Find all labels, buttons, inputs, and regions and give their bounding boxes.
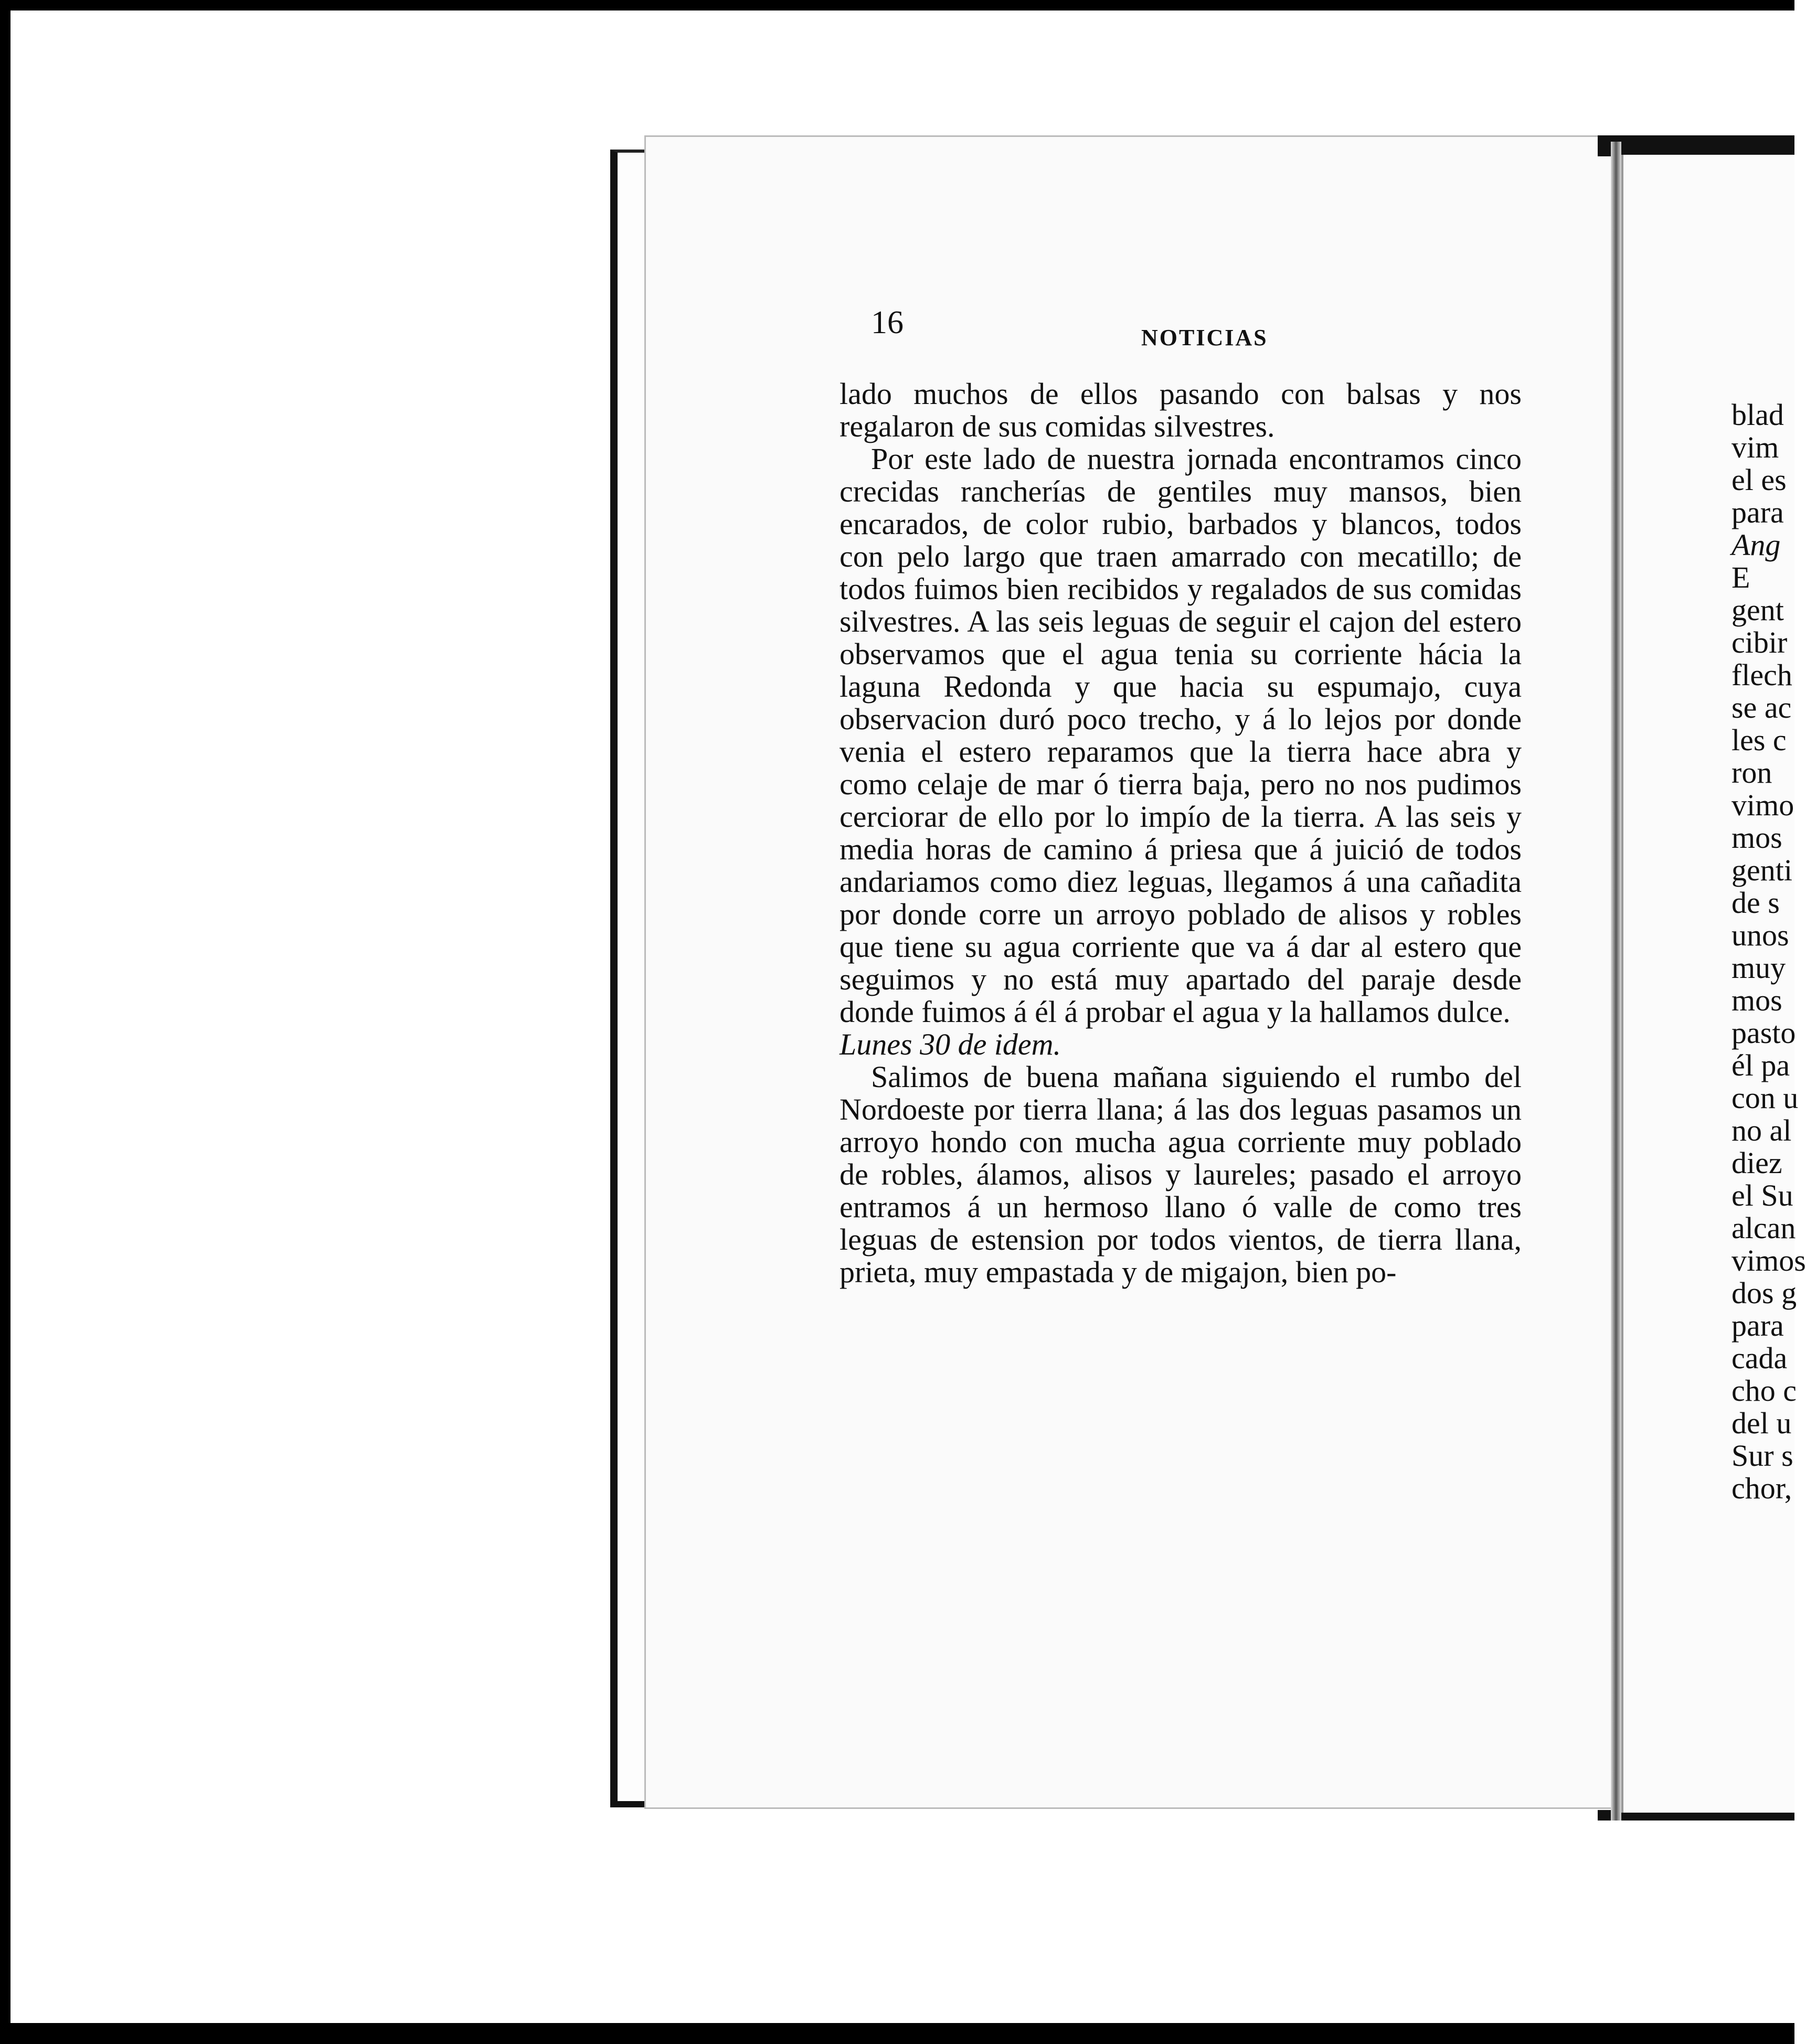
- right-page-line-fragment: Sur s: [1731, 1439, 1793, 1473]
- right-page-line-fragment: Ang: [1731, 528, 1781, 562]
- right-page-line-fragment: E: [1731, 560, 1750, 594]
- right-page-text-fragments: [1731, 398, 1806, 1505]
- right-page-line-fragment: vim: [1731, 430, 1779, 464]
- right-page-line-fragment: mos: [1731, 821, 1782, 855]
- right-page-line-fragment: les c: [1731, 723, 1787, 757]
- right-page-line-fragment: cibir: [1731, 625, 1788, 659]
- right-page-line-fragment: para: [1731, 1308, 1784, 1343]
- right-page-line-fragment: pasto: [1731, 1016, 1796, 1050]
- right-page-line-fragment: dos g: [1731, 1276, 1797, 1310]
- right-page-line-fragment: muy: [1731, 951, 1786, 985]
- paragraph-2: Por este lado de nuestra jornada encontramos cinco crecidas rancherías de gentiles muy mansos, bien encarados, de color rubio, barbados y blancos, todos con pelo largo que traen amarrado con mecatillo; de todos fuimos bien recibidos y regalados de sus comidas silvestres. A las seis leguas de seguir el cajon del estero observamos que el agua tenia su corriente hácia la laguna Redonda y que hacia su espumajo, cuya observacion duró poco trecho, y á lo lejos por donde venia el estero reparamos que la tierra hace abra y como celaje de mar ó tierra baja, pero no nos pudimos cerciorar de ello por lo impío de la tierra. A las seis y media horas de camino á priesa que á juició de todos andariamos como diez leguas, llegamos á una cañadita por donde corre un arroyo poblado de alisos y robles que tiene su agua corriente que va á dar al estero que seguimos y no está muy apartado del paraje desde donde fuimos á él á probar el agua y la hallamos dulce.: [840, 442, 1522, 1029]
- page-number: 16: [871, 305, 904, 340]
- right-page-line-fragment: de s: [1731, 886, 1780, 920]
- date-heading: Lunes 30 de idem.: [840, 1027, 1061, 1061]
- right-page-line-fragment: chor,: [1731, 1471, 1792, 1505]
- right-page-line-fragment: genti: [1731, 853, 1792, 887]
- right-page-line-fragment: alcan: [1731, 1211, 1796, 1245]
- scan-border-left: [0, 0, 10, 2044]
- right-page-line-fragment: unos: [1731, 918, 1789, 952]
- right-page-line-fragment: blad: [1731, 398, 1784, 432]
- paragraph-1: lado muchos de ellos pasando con balsas y nos regalaron de sus comidas silvestres.: [840, 377, 1522, 443]
- right-page-line-fragment: el Su: [1731, 1178, 1793, 1212]
- right-page-line-fragment: se ac: [1731, 690, 1792, 725]
- running-head: [871, 304, 1532, 352]
- right-page-line-fragment: el es: [1731, 463, 1787, 497]
- scan-border-bottom: [0, 2023, 1794, 2044]
- running-title: NOTICIAS: [1141, 325, 1268, 350]
- right-page-line-fragment: vimo: [1731, 788, 1794, 822]
- book-gutter: [1611, 142, 1621, 1821]
- right-page-line-fragment: flech: [1731, 658, 1792, 692]
- left-page-body: [840, 378, 1522, 1289]
- book-cover-right-top: [1598, 135, 1794, 156]
- right-page-line-fragment: cho c: [1731, 1374, 1797, 1408]
- right-page-line-fragment: él pa: [1731, 1048, 1790, 1082]
- right-page-line-fragment: gent: [1731, 593, 1784, 627]
- scan-border-top: [0, 0, 1794, 10]
- right-page-line-fragment: mos: [1731, 983, 1782, 1017]
- right-page-line-fragment: no al: [1731, 1113, 1792, 1147]
- right-page-line-fragment: ron: [1731, 755, 1772, 790]
- paragraph-3: Salimos de buena mañana siguiendo el rumbo del Nordoeste por tierra llana; á las dos leguas pasamos un arroyo hondo con mucha agua corriente muy poblado de robles, álamos, alisos y laureles; pasado el arroyo entramos á un hermoso llano ó valle de como tres leguas de estension por todos vientos, de tierra llana, prieta, muy empastada y de migajon, bien po-: [840, 1060, 1522, 1289]
- right-page-line-fragment: para: [1731, 495, 1784, 529]
- right-page-line-fragment: cada: [1731, 1341, 1788, 1375]
- right-page-line-fragment: del u: [1731, 1406, 1792, 1440]
- right-page-line-fragment: vimos: [1731, 1243, 1806, 1278]
- right-page-line-fragment: diez: [1731, 1146, 1782, 1180]
- right-page-line-fragment: con u: [1731, 1081, 1799, 1115]
